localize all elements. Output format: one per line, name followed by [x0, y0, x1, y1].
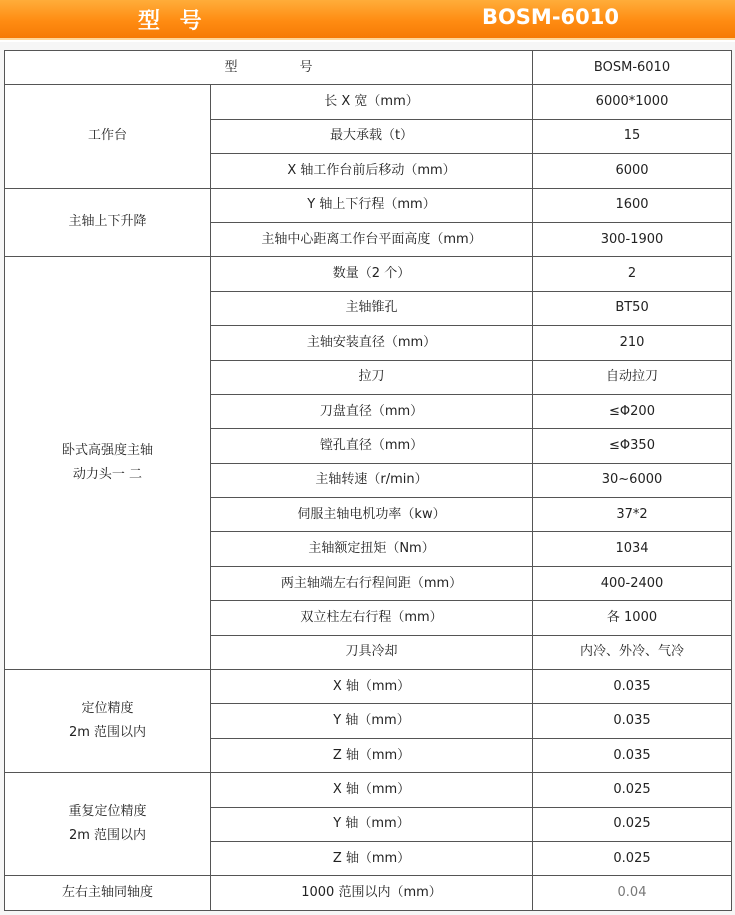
table-row: [5, 876, 732, 910]
value-cell: ≤Φ200: [533, 394, 732, 428]
param-cell: 伺服主轴电机功率（kw）: [211, 498, 533, 532]
value-cell: 自动拉刀: [533, 360, 732, 394]
group-name-cell: 定位精度 2m 范围以内: [5, 670, 211, 773]
header-model-value: BOSM-6010: [533, 51, 732, 85]
value-cell: 各 1000: [533, 601, 732, 635]
param-cell: 1000 范围以内（mm）: [211, 876, 533, 910]
banner-label: 型 号: [138, 9, 208, 34]
param-cell: Z 轴（mm）: [211, 841, 533, 875]
table-header-row: [5, 51, 732, 85]
param-cell: 刀盘直径（mm）: [211, 394, 533, 428]
value-cell: BT50: [533, 291, 732, 325]
group-name-cell: 重复定位精度 2m 范围以内: [5, 773, 211, 876]
spec-table: [4, 50, 732, 911]
table-row: [5, 773, 732, 807]
param-cell: Y 轴上下行程（mm）: [211, 188, 533, 222]
table-row: [5, 257, 732, 291]
value-cell: 300-1900: [533, 222, 732, 256]
value-cell: 0.025: [533, 773, 732, 807]
param-cell: 拉刀: [211, 360, 533, 394]
value-cell: 1600: [533, 188, 732, 222]
value-cell: 0.025: [533, 841, 732, 875]
value-cell: 0.035: [533, 738, 732, 772]
group-name-cell: 卧式高强度主轴 动力头一 二: [5, 257, 211, 670]
param-cell: Y 轴（mm）: [211, 807, 533, 841]
value-cell: 37*2: [533, 498, 732, 532]
param-cell: 主轴中心距离工作台平面高度（mm）: [211, 222, 533, 256]
param-cell: X 轴（mm）: [211, 773, 533, 807]
group-name-cell: 工作台: [5, 85, 211, 188]
table-row: [5, 85, 732, 119]
banner-model-number: BOSM-6010: [481, 5, 619, 29]
header-model-label: 型号: [5, 51, 533, 85]
group-name-cell: 左右主轴同轴度: [5, 876, 211, 910]
param-cell: 数量（2 个）: [211, 257, 533, 291]
value-cell: 30~6000: [533, 463, 732, 497]
table-row: [5, 188, 732, 222]
param-cell: 主轴锥孔: [211, 291, 533, 325]
param-cell: 最大承载（t）: [211, 119, 533, 153]
value-cell: 0.035: [533, 670, 732, 704]
value-cell: 内冷、外冷、气冷: [533, 635, 732, 669]
table-row: [5, 670, 732, 704]
param-cell: 主轴额定扭矩（Nm）: [211, 532, 533, 566]
param-cell: 长 X 宽（mm）: [211, 85, 533, 119]
value-cell: ≤Φ350: [533, 429, 732, 463]
title-banner: [0, 0, 735, 40]
value-cell: 15: [533, 119, 732, 153]
value-cell: 6000: [533, 154, 732, 188]
param-cell: 双立柱左右行程（mm）: [211, 601, 533, 635]
param-cell: Y 轴（mm）: [211, 704, 533, 738]
value-cell: 0.035: [533, 704, 732, 738]
param-cell: 主轴安装直径（mm）: [211, 326, 533, 360]
spec-sheet: [0, 42, 735, 915]
value-cell: 2: [533, 257, 732, 291]
param-cell: X 轴工作台前后移动（mm）: [211, 154, 533, 188]
value-cell: 6000*1000: [533, 85, 732, 119]
param-cell: 两主轴端左右行程间距（mm）: [211, 566, 533, 600]
value-cell: 0.025: [533, 807, 732, 841]
param-cell: 主轴转速（r/min）: [211, 463, 533, 497]
param-cell: 镗孔直径（mm）: [211, 429, 533, 463]
param-cell: Z 轴（mm）: [211, 738, 533, 772]
value-cell: 0.04: [533, 876, 732, 910]
param-cell: X 轴（mm）: [211, 670, 533, 704]
param-cell: 刀具冷却: [211, 635, 533, 669]
value-cell: 1034: [533, 532, 732, 566]
group-name-cell: 主轴上下升降: [5, 188, 211, 257]
value-cell: 400-2400: [533, 566, 732, 600]
value-cell: 210: [533, 326, 732, 360]
